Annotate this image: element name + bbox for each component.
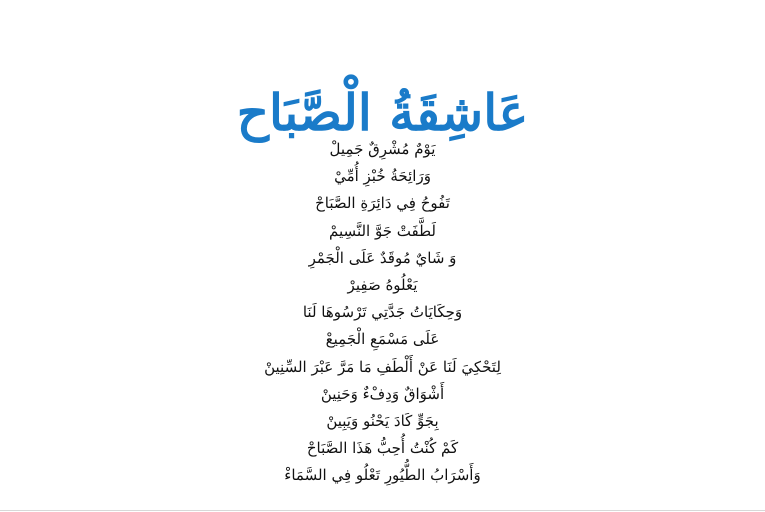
- poem-verse: لِتَحْكِيَ لَنَا عَنْ أَلْطَفِ مَا مَرَّ عَبْرَ السِّنِينْ: [264, 357, 501, 376]
- poem-verses: [0, 136, 765, 489]
- bottom-divider: [0, 510, 765, 511]
- poem-verse: عَلَى مَسْمَعِ الْجَمِيعْ: [325, 330, 440, 349]
- poem-verse: يَعْلُوهُ صَفِيرْ: [347, 275, 418, 294]
- poem-verse: وَ شَايٌ مُوقَدٌ عَلَى الْجَمْرِ: [308, 248, 457, 267]
- poem-verse: وَحِكَايَاتُ جَدَّتِي تَرْسُوهَا لَنَا: [302, 303, 463, 322]
- poem-verse: وَأَسْرَابُ الطُّيُورِ تَعْلُو فِي السَّمَاءْ: [284, 466, 481, 485]
- poem-verse: أَشْوَاقٌ وَدِفْءٌ وَحَنِينْ: [320, 384, 445, 403]
- poem-verse: كَمْ كُنْتُ أُحِبُّ هَذَا الصَّبَاحْ: [306, 439, 459, 458]
- poem-title: عَاشِقَةُ الْصَّبَاح: [236, 82, 529, 142]
- poem-verse: بِجَوٍّ كَادَ يَحْنُو وَيَبِينْ: [326, 411, 439, 430]
- poem-verse: تَفُوحُ فِي دَائِرَةِ الصَّبَاحْ: [315, 194, 450, 213]
- poem-verse: لَطَّفَتْ جَوَّ النَّسِيمْ: [329, 221, 436, 240]
- poem-verse: وَرَائِحَةُ خُبْزِ أُمِّيْ: [334, 167, 431, 186]
- poem-verse: يَوْمٌ مُشْرِقٌ جَمِيلْ: [329, 140, 436, 158]
